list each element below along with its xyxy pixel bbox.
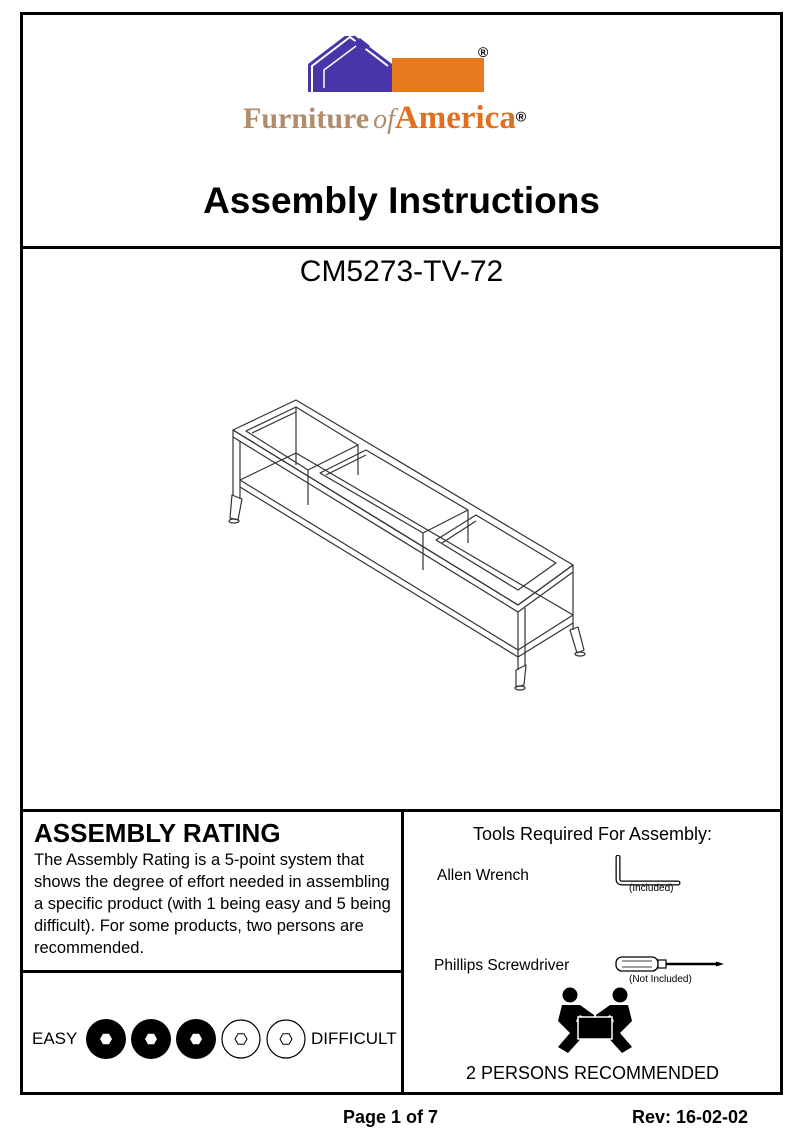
rating-dot-4 <box>222 1020 260 1058</box>
page-number: Page 1 of 7 <box>343 1107 439 1127</box>
brand-word-of: of <box>373 104 395 135</box>
persons-recommended: 2 PERSONS RECOMMENDED <box>465 1063 720 1083</box>
revision-label: Rev: 16-02-02 <box>632 1107 749 1127</box>
screwdriver-icon <box>612 952 728 976</box>
rating-description: The Assembly Rating is a 5-point system that shows the degree of effort needed in assembling a specific product (with 1 being easy and 5 being difficult). For some products, two persons are recommended. <box>34 851 391 957</box>
two-persons-icon <box>540 987 650 1057</box>
rating-divider <box>20 970 403 973</box>
tool-phillips-screwdriver: Phillips Screwdriver <box>434 957 570 974</box>
difficult-label: DIFFICULT <box>311 1029 397 1048</box>
tools-heading: Tools Required For Assembly: <box>472 824 713 844</box>
easy-label: EASY <box>32 1029 78 1048</box>
header-divider <box>20 246 783 249</box>
tv-stand-illustration <box>218 395 588 695</box>
page-title: Assembly Instructions <box>203 180 600 221</box>
allen-wrench-note: (Included) <box>629 883 674 894</box>
rating-dot-3 <box>176 1019 216 1059</box>
brand-wordmark <box>243 100 583 137</box>
rating-dot-1 <box>86 1019 126 1059</box>
brand-house-logo <box>300 28 490 98</box>
registered-mark-top: ® <box>478 44 489 60</box>
tool-allen-wrench: Allen Wrench <box>437 867 529 884</box>
brand-word-furniture: Furniture <box>243 102 370 135</box>
bottom-column-divider <box>401 809 404 1095</box>
rating-scale <box>84 1016 309 1062</box>
rating-heading: ASSEMBLY RATING <box>34 818 281 848</box>
model-number: CM5273-TV-72 <box>299 255 504 288</box>
registered-mark: ® <box>515 108 527 125</box>
brand-word-america: America <box>394 100 516 136</box>
rating-dot-5 <box>267 1020 305 1058</box>
screwdriver-note: (Not Included) <box>629 974 692 985</box>
rating-dot-2 <box>131 1019 171 1059</box>
